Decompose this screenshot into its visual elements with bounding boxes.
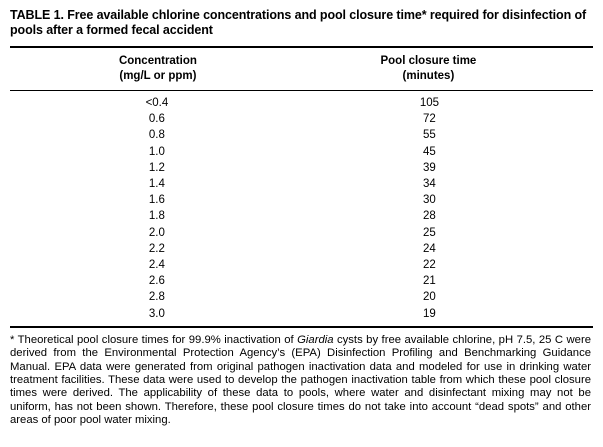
table-row — [10, 176, 593, 192]
table-title: TABLE 1. Free available chlorine concentrations and pool closure time* required for disinfection of pools after a formed fecal accident — [10, 8, 587, 37]
cell-concentration: 1.6 — [148, 194, 165, 207]
cell-concentration: 1.2 — [148, 161, 165, 174]
table-body — [10, 91, 593, 326]
table-row — [10, 95, 593, 111]
column-header-closure-time — [290, 54, 593, 84]
column-header-closure-time-line2: (minutes) — [402, 70, 455, 82]
cell-concentration: 2.2 — [148, 242, 165, 255]
column-header-concentration-line2: (mg/L or ppm) — [119, 70, 197, 82]
table-row — [10, 225, 593, 241]
table-row — [10, 144, 593, 160]
table-row — [10, 192, 593, 208]
table-row — [10, 127, 593, 143]
table-row — [10, 306, 593, 322]
cell-concentration: 0.8 — [148, 129, 165, 142]
cell-concentration: 2.8 — [148, 291, 165, 304]
table-bottom-rule — [10, 326, 593, 328]
cell-closure-time: 55 — [423, 129, 436, 142]
cell-closure-time: 30 — [423, 194, 436, 207]
column-header-closure-time-line1: Pool closure time — [380, 55, 477, 67]
cell-closure-time: 72 — [423, 113, 436, 126]
table-row — [10, 160, 593, 176]
cell-closure-time: 19 — [423, 307, 436, 320]
footnote-part1: Theoretical pool closure times for 99.9% inactivation of — [14, 333, 298, 346]
cell-concentration: 3.0 — [148, 307, 165, 320]
table-row — [10, 273, 593, 289]
table-row — [10, 257, 593, 273]
cell-concentration: 2.4 — [148, 259, 165, 272]
cell-closure-time: 45 — [423, 145, 436, 158]
table-row — [10, 111, 593, 127]
table-footnote — [10, 334, 593, 428]
cell-closure-time: 105 — [419, 97, 439, 109]
cell-closure-time: 28 — [423, 210, 436, 223]
cell-concentration: 1.0 — [148, 145, 165, 158]
table-row — [10, 208, 593, 224]
column-header-concentration — [10, 54, 290, 84]
cell-concentration: 2.0 — [148, 226, 165, 239]
table-header-row — [10, 48, 593, 90]
cell-concentration: 1.8 — [148, 210, 165, 223]
cell-concentration: 1.4 — [148, 178, 165, 191]
cell-closure-time: 34 — [423, 178, 436, 191]
footnote-part2: cysts by free available chlorine, pH 7.5, 25 C were derived from the Environmental Protection Agency’s (EPA) Disinfection Profiling and Benchmarking Guidance Manual. EPA data were generated from original pathogen inactivation data and modeled for use in drinking water treatment facilities. These data were used to develop the pathogen inactivation table from which these pool closure times were derived. The applicability of these data to pools, where water and disinfectant mixing may not be uniform, has not been shown. Therefore, these pool closure times do not take into account “dead spots” and other areas of poor pool water mixing. — [10, 333, 591, 427]
column-header-concentration-line1: Concentration — [118, 55, 197, 67]
footnote-marker: * — [10, 333, 15, 346]
table-row — [10, 289, 593, 305]
table-row — [10, 241, 593, 257]
cell-closure-time: 24 — [423, 242, 436, 255]
cell-concentration: <0.4 — [145, 97, 169, 109]
cell-closure-time: 25 — [423, 226, 436, 239]
cell-closure-time: 39 — [423, 161, 436, 174]
cell-closure-time: 22 — [423, 259, 436, 272]
cell-concentration: 0.6 — [148, 113, 165, 126]
footnote-italic-term: Giardia — [297, 333, 334, 346]
cell-closure-time: 20 — [423, 291, 436, 304]
cell-concentration: 2.6 — [148, 275, 165, 288]
cell-closure-time: 21 — [423, 275, 436, 288]
